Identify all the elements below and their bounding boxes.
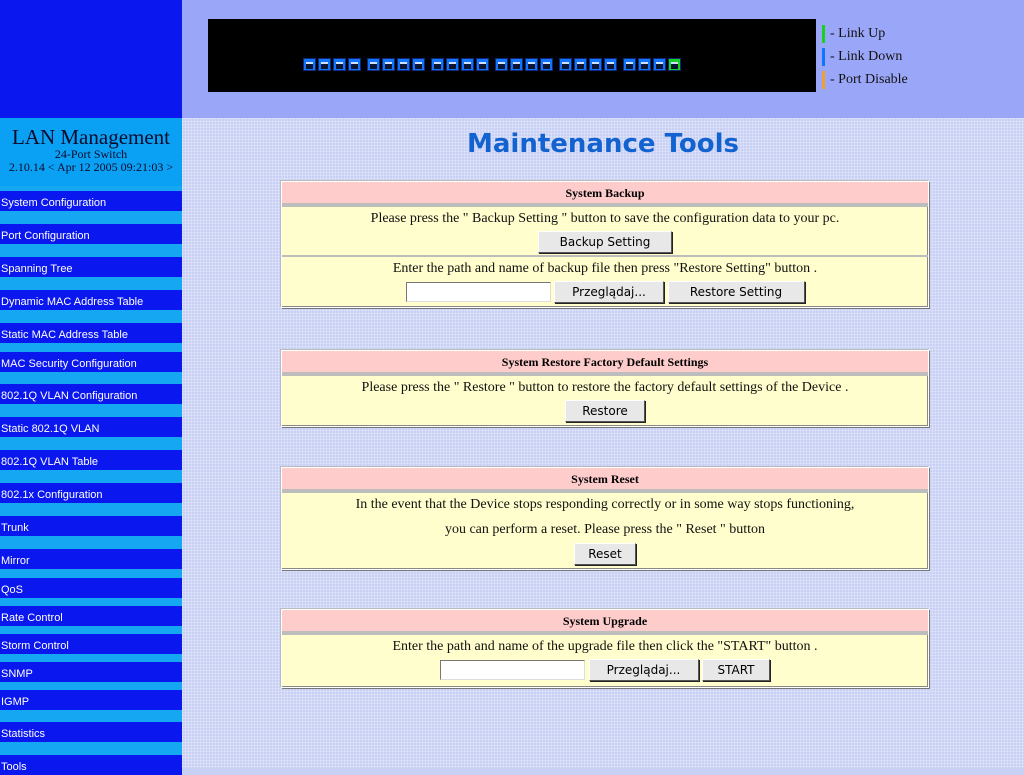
ethernet-port-icon[interactable]	[397, 58, 410, 71]
sidebar-item[interactable]: System Configuration	[0, 191, 182, 211]
legend-port-disable	[822, 68, 908, 91]
sidebar-item[interactable]: 802.1Q VLAN Table	[0, 450, 182, 470]
ethernet-port-icon[interactable]	[638, 58, 651, 71]
sidebar-item[interactable]: IGMP	[0, 690, 182, 710]
sidebar-nav	[0, 186, 182, 773]
upgrade-message: Enter the path and name of the upgrade file then click the "START" button .	[392, 639, 818, 654]
ethernet-port-icon[interactable]	[367, 58, 380, 71]
link-up-color-bar	[822, 25, 825, 43]
sidebar-item[interactable]: Statistics	[0, 722, 182, 742]
restore-setting-button[interactable]: Restore Setting	[668, 281, 805, 303]
sidebar-item[interactable]: QoS	[0, 578, 182, 598]
legend-label: - Link Down	[830, 48, 903, 64]
firmware-version: 2.10.14 < Apr 12 2005 09:21:03 >	[8, 160, 174, 174]
legend-link-down	[822, 45, 908, 68]
start-button[interactable]: START	[702, 659, 770, 681]
browse-button[interactable]: Przeglądaj...	[589, 659, 699, 681]
sidebar-item[interactable]: Static 802.1Q VLAN	[0, 417, 182, 437]
ethernet-port-icon[interactable]	[604, 58, 617, 71]
ethernet-port-icon[interactable]	[446, 58, 459, 71]
sidebar-item[interactable]: Static MAC Address Table	[0, 323, 182, 343]
factory-row	[282, 374, 928, 426]
sidebar-item[interactable]: MAC Security Configuration	[0, 352, 182, 372]
ethernet-port-icon[interactable]	[303, 58, 316, 71]
ethernet-port-icon[interactable]	[461, 58, 474, 71]
ethernet-port-icon[interactable]	[431, 58, 444, 71]
ethernet-port-icon[interactable]	[476, 58, 489, 71]
backup-file-input[interactable]	[406, 282, 551, 302]
upgrade-file-input[interactable]	[440, 660, 585, 680]
section-header: System Restore Factory Default Settings	[282, 351, 928, 374]
system-reset-section	[281, 467, 929, 570]
backup-row	[282, 205, 928, 255]
ethernet-port-icon[interactable]	[540, 58, 553, 71]
sidebar-item[interactable]: SNMP	[0, 662, 182, 682]
reset-button[interactable]: Reset	[574, 543, 636, 565]
top-banner	[182, 0, 1024, 118]
port-disable-color-bar	[822, 71, 825, 89]
reset-row	[282, 491, 928, 569]
legend-label: - Port Disable	[830, 71, 908, 87]
port-legend	[822, 22, 908, 91]
sidebar-item[interactable]: Tools	[0, 755, 182, 775]
system-upgrade-section	[281, 609, 929, 688]
section-header: System Backup	[282, 182, 928, 205]
sidebar-item[interactable]: Storm Control	[0, 634, 182, 654]
ethernet-port-icon[interactable]	[653, 58, 666, 71]
ethernet-port-icon[interactable]	[318, 58, 331, 71]
brand-subtitle: 24-Port Switch	[54, 147, 128, 161]
brand-title: LAN Management	[11, 125, 171, 149]
ethernet-port-icon[interactable]	[589, 58, 602, 71]
factory-message: Please press the " Restore " button to restore the factory default settings of the Device .	[361, 380, 849, 395]
restore-message: Enter the path and name of backup file then press "Restore Setting" button .	[392, 261, 818, 276]
brand-box	[0, 118, 182, 186]
ethernet-port-icon[interactable]	[623, 58, 636, 71]
port-group	[431, 58, 491, 72]
browse-button[interactable]: Przeglądaj...	[554, 281, 664, 303]
ethernet-port-icon[interactable]	[574, 58, 587, 71]
sidebar-item[interactable]: Trunk	[0, 516, 182, 536]
section-header: System Reset	[282, 468, 928, 491]
port-group	[559, 58, 619, 72]
sidebar-item[interactable]: Spanning Tree	[0, 257, 182, 277]
system-backup-section	[281, 181, 929, 308]
restore-setting-row	[282, 255, 928, 307]
ethernet-port-icon[interactable]	[559, 58, 572, 71]
ethernet-port-icon[interactable]	[348, 58, 361, 71]
sidebar-item[interactable]: Dynamic MAC Address Table	[0, 290, 182, 310]
ethernet-port-icon[interactable]	[668, 58, 681, 71]
ethernet-port-icon[interactable]	[495, 58, 508, 71]
ethernet-port-icon[interactable]	[510, 58, 523, 71]
port-group	[367, 58, 427, 72]
port-group	[623, 58, 683, 72]
factory-default-section	[281, 350, 929, 427]
restore-button[interactable]: Restore	[565, 400, 645, 422]
sidebar-item[interactable]: 802.1x Configuration	[0, 483, 182, 503]
page-title: Maintenance Tools	[467, 129, 739, 159]
ethernet-port-icon[interactable]	[525, 58, 538, 71]
section-header: System Upgrade	[282, 610, 928, 633]
ethernet-port-icon[interactable]	[382, 58, 395, 71]
legend-label: - Link Up	[830, 25, 886, 41]
ethernet-port-icon[interactable]	[412, 58, 425, 71]
switch-port-panel	[208, 19, 816, 92]
port-group	[303, 58, 363, 72]
logo-area	[0, 0, 182, 118]
link-down-color-bar	[822, 48, 825, 66]
port-group	[495, 58, 555, 72]
sidebar-item[interactable]: 802.1Q VLAN Configuration	[0, 384, 182, 404]
backup-setting-button[interactable]: Backup Setting	[538, 231, 672, 253]
main-content	[182, 118, 1024, 768]
reset-message-1: In the event that the Device stops responding correctly or in some way stops functioning,	[355, 497, 855, 512]
sidebar-item[interactable]: Port Configuration	[0, 224, 182, 244]
reset-message-2: you can perform a reset. Please press the " Reset " button	[444, 522, 766, 537]
ethernet-port-icon[interactable]	[333, 58, 346, 71]
sidebar-item[interactable]: Mirror	[0, 549, 182, 569]
sidebar-item[interactable]: Rate Control	[0, 606, 182, 626]
legend-link-up	[822, 22, 908, 45]
backup-message: Please press the " Backup Setting " button to save the configuration data to your pc.	[370, 211, 840, 226]
port-row	[303, 58, 687, 72]
upgrade-row	[282, 633, 928, 687]
